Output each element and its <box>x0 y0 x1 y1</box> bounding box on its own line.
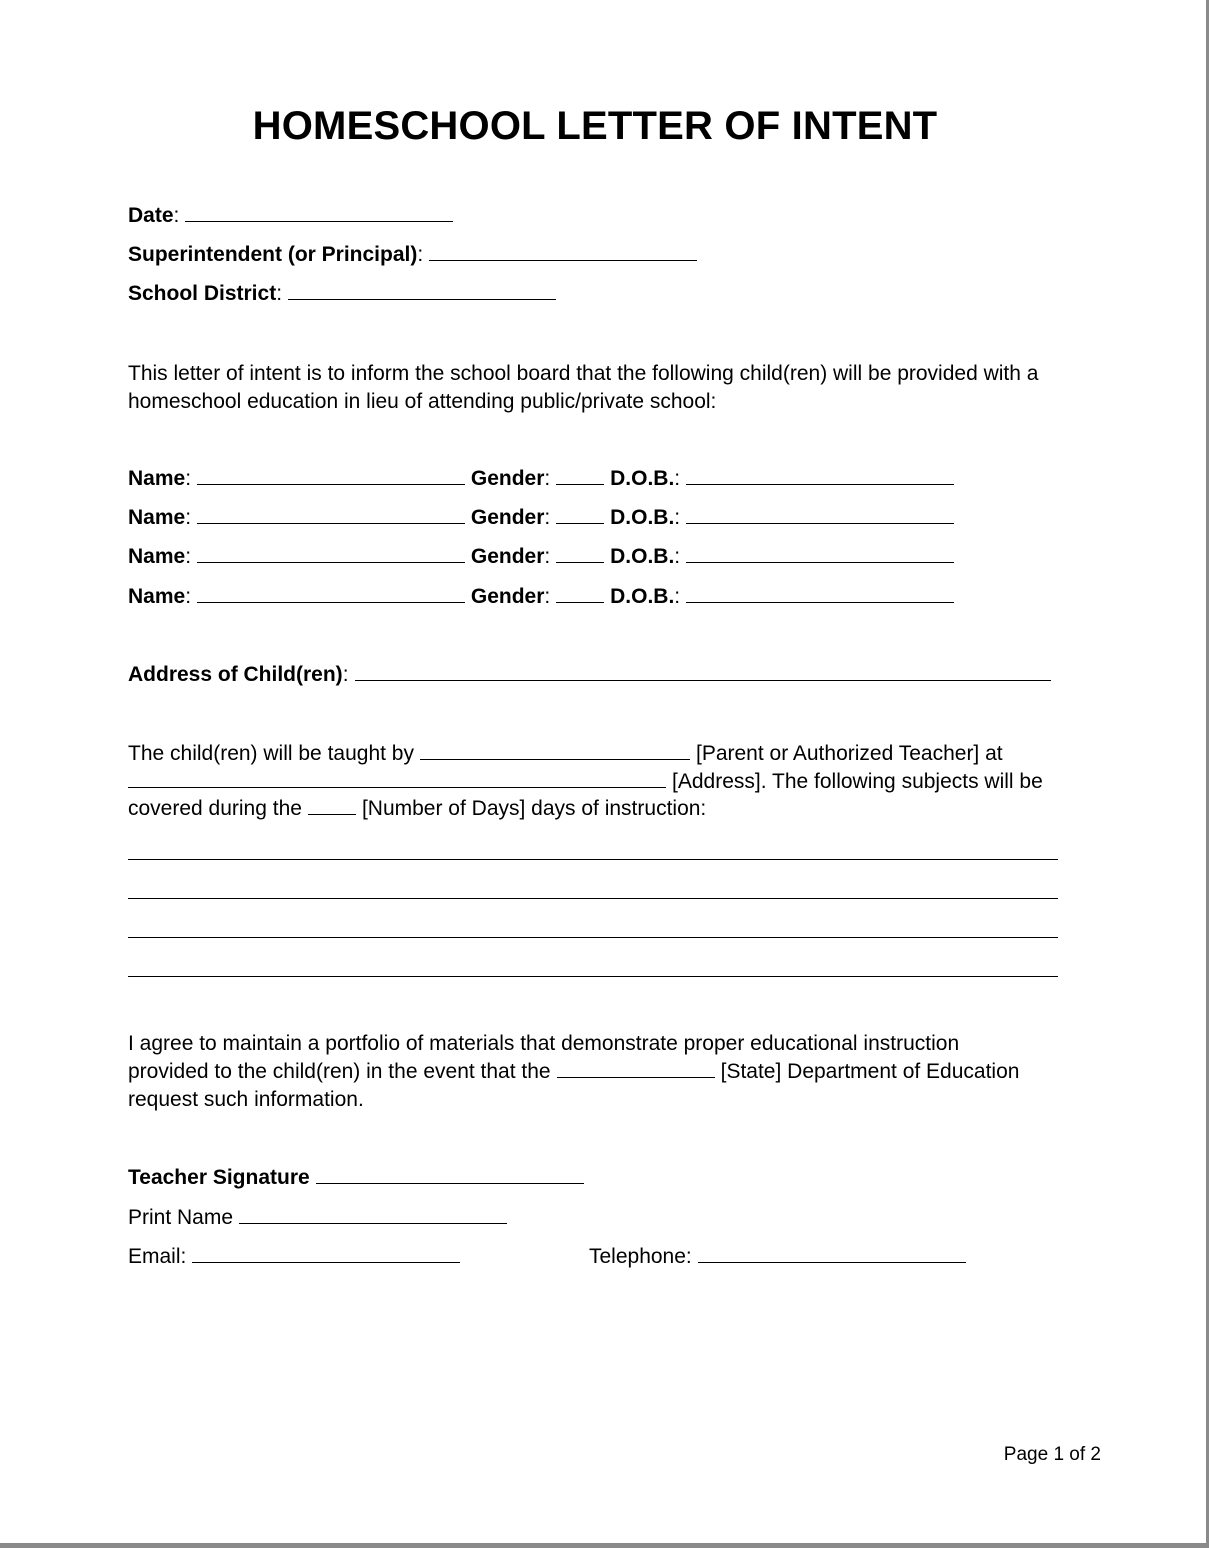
subject-line[interactable] <box>128 859 1058 860</box>
dob-label: D.O.B. <box>610 585 675 608</box>
print-name-label: Print Name <box>128 1206 234 1229</box>
gender-blank[interactable] <box>556 466 604 485</box>
taught-by-text-3: [Address]. The following subjects will be <box>672 770 1043 793</box>
school-district-label: School District <box>128 282 277 305</box>
teaching-address-blank[interactable] <box>128 769 666 788</box>
taught-by-line-2 <box>128 769 1043 795</box>
subject-line[interactable] <box>128 898 1058 899</box>
subject-line[interactable] <box>128 976 1058 977</box>
telephone-blank[interactable] <box>698 1244 966 1263</box>
page-edge-bottom <box>0 1543 1209 1548</box>
address-blank[interactable] <box>355 662 1051 681</box>
school-district-blank[interactable] <box>288 281 556 300</box>
portfolio-text-4: request such information. <box>128 1088 364 1111</box>
dob-label: D.O.B. <box>610 467 675 490</box>
dob-blank[interactable] <box>686 544 954 563</box>
child-row: Name: Gender: D.O.B.: <box>128 466 954 492</box>
child-row: Name: Gender: D.O.B.: <box>128 544 954 570</box>
name-label: Name <box>128 545 186 568</box>
portfolio-text-1: I agree to maintain a portfolio of materials that demonstrate proper educational instruction <box>128 1032 960 1055</box>
telephone-field <box>589 1244 966 1270</box>
document-title: HOMESCHOOL LETTER OF INTENT <box>252 104 938 148</box>
dob-blank[interactable] <box>686 466 954 485</box>
subject-line[interactable] <box>128 937 1058 938</box>
portfolio-text-3: [State] Department of Education <box>720 1060 1020 1083</box>
gender-label: Gender <box>470 506 545 529</box>
date-field: Date: <box>128 203 453 229</box>
teacher-signature-field <box>128 1165 584 1191</box>
taught-by-text-2: [Parent or Authorized Teacher] at <box>695 742 1003 765</box>
print-name-blank[interactable] <box>239 1205 507 1224</box>
telephone-label: Telephone: <box>589 1245 692 1268</box>
name-blank[interactable] <box>197 466 465 485</box>
name-label: Name <box>128 585 186 608</box>
email-field <box>128 1244 460 1270</box>
dob-blank[interactable] <box>686 584 954 603</box>
gender-blank[interactable] <box>556 544 604 563</box>
teacher-signature-blank[interactable] <box>316 1165 584 1184</box>
name-blank[interactable] <box>197 544 465 563</box>
email-blank[interactable] <box>192 1244 460 1263</box>
date-blank[interactable] <box>185 203 453 222</box>
taught-by-text-5: [Number of Days] days of instruction: <box>361 797 707 820</box>
address-label: Address of Child(ren) <box>128 663 343 686</box>
name-blank[interactable] <box>197 584 465 603</box>
email-label: Email: <box>128 1245 187 1268</box>
superintendent-blank[interactable] <box>429 242 697 261</box>
gender-label: Gender <box>470 585 545 608</box>
print-name-field <box>128 1205 507 1231</box>
taught-by-line-1 <box>128 741 1003 767</box>
portfolio-line-3 <box>128 1087 364 1113</box>
portfolio-text-2: provided to the child(ren) in the event that the <box>128 1060 551 1083</box>
superintendent-field: Superintendent (or Principal): <box>128 242 697 268</box>
teacher-blank[interactable] <box>420 741 690 760</box>
page-number: Page 1 of 2 <box>1003 1444 1101 1465</box>
teacher-signature-label: Teacher Signature <box>128 1166 310 1189</box>
dob-label: D.O.B. <box>610 506 675 529</box>
name-label: Name <box>128 506 186 529</box>
portfolio-line-1 <box>128 1031 959 1057</box>
dob-label: D.O.B. <box>610 545 675 568</box>
address-field: Address of Child(ren): <box>128 662 1051 688</box>
child-row: Name: Gender: D.O.B.: <box>128 505 954 531</box>
gender-blank[interactable] <box>556 584 604 603</box>
superintendent-label: Superintendent (or Principal) <box>128 243 418 266</box>
name-label: Name <box>128 467 186 490</box>
gender-label: Gender <box>470 545 545 568</box>
gender-label: Gender <box>470 467 545 490</box>
taught-by-text-1: The child(ren) will be taught by <box>128 742 414 765</box>
portfolio-line-2 <box>128 1059 1019 1085</box>
name-blank[interactable] <box>197 505 465 524</box>
child-row: Name: Gender: D.O.B.: <box>128 584 954 610</box>
gender-blank[interactable] <box>556 505 604 524</box>
dob-blank[interactable] <box>686 505 954 524</box>
taught-by-text-4: covered during the <box>128 797 302 820</box>
intro-paragraph: This letter of intent is to inform the school board that the following child(ren) will be provided with a homeschool education in lieu of attending public/private school: <box>128 362 1039 413</box>
taught-by-line-3 <box>128 796 706 822</box>
date-label: Date <box>128 204 174 227</box>
days-blank[interactable] <box>308 796 356 815</box>
state-blank[interactable] <box>557 1059 715 1078</box>
school-district-field: School District: <box>128 281 556 307</box>
